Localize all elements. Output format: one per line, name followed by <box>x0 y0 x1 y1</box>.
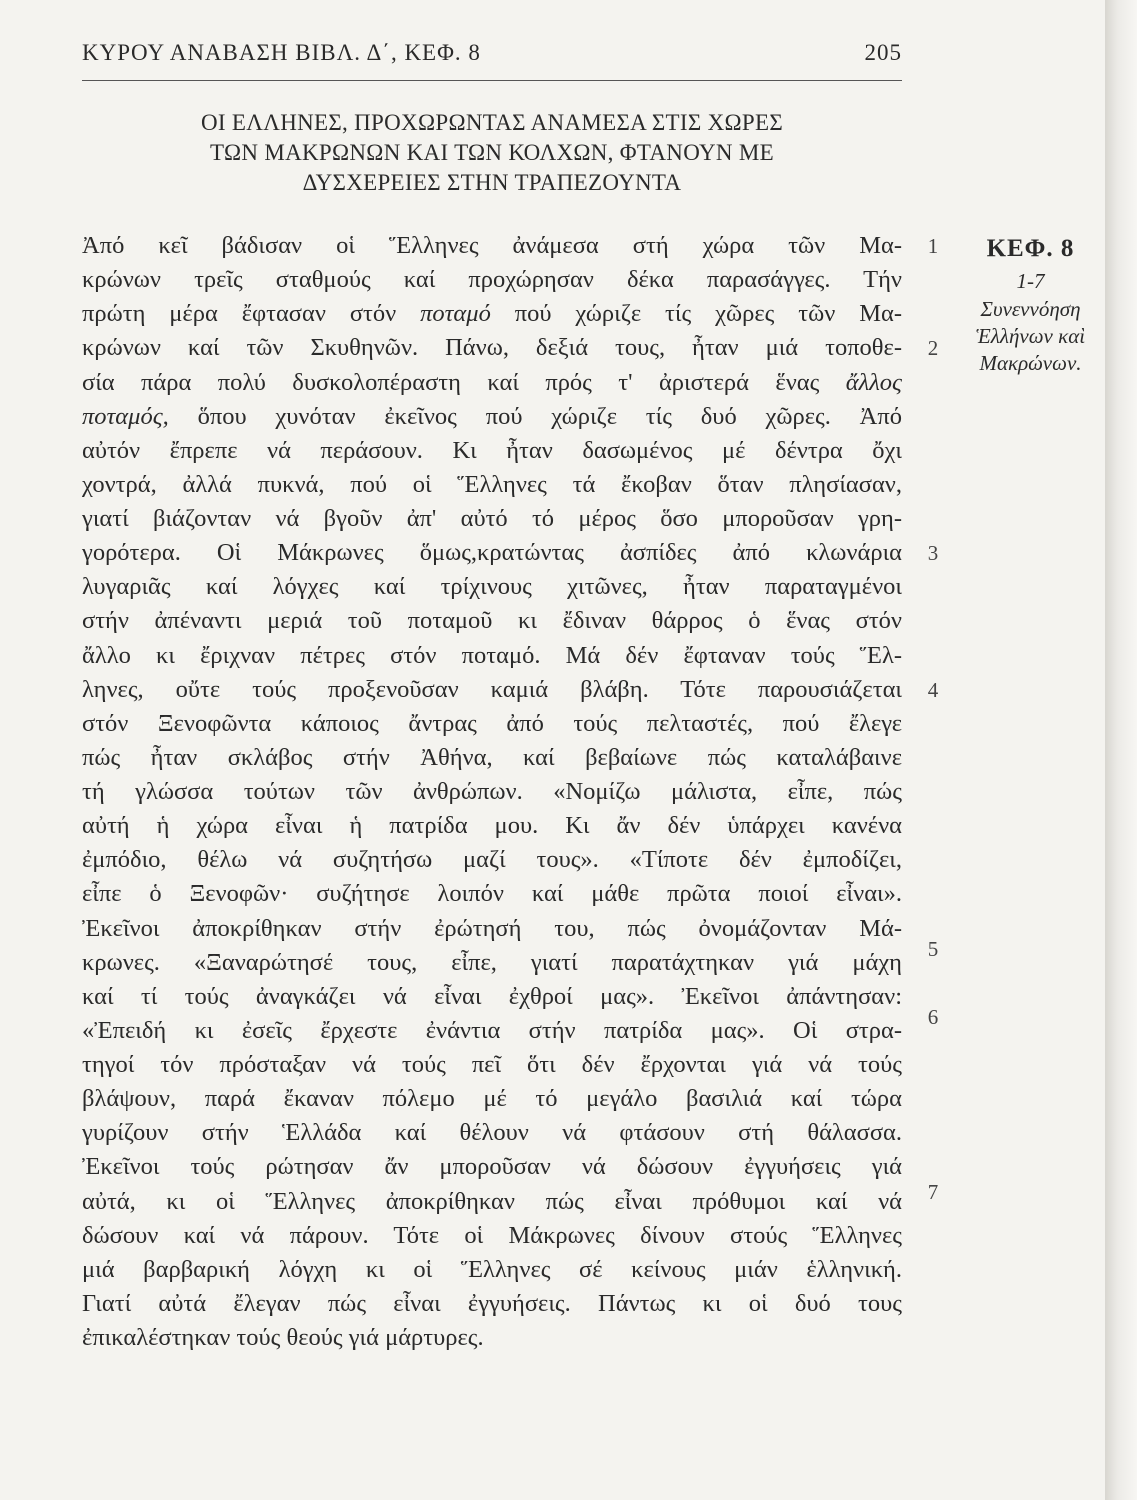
body-text <box>82 229 902 1355</box>
text-line: κρώνων τρεῖς σταθμούς καί προχώρησαν δέκα παρασάγγες. Τήν <box>82 266 902 294</box>
margin-summary-line: Μακρώνων. <box>979 351 1082 375</box>
text-line <box>82 366 902 400</box>
text-line: ληνες, οὔτε τούς προξενοῦσαν καμιά βλάβη. Τότε παρουσιάζεται <box>82 675 902 703</box>
text-line: αὐτά, κι οἱ Ἕλληνες ἀποκρίθηκαν πώς εἶναι πρόθυμοι καί νά <box>82 1187 902 1215</box>
text-line: πώς ἦταν σκλάβος στήν Ἀθήνα, καί βεβαίωνε πώς καταλάβαινε <box>82 743 902 771</box>
italic-term: ἄλλος <box>845 368 902 396</box>
text-line: λυγαριᾶς καί λόγχες καί τρίχινους χιτῶνες, ἦταν παραταγμένοι <box>82 573 902 601</box>
text-line: Ἐκεῖνοι τούς ρώτησαν ἄν μποροῦσαν νά δώσουν ἐγγυήσεις γιά <box>82 1153 902 1181</box>
section-title-line: ΔΥΣΧΕΡΕΙΕΣ ΣΤΗΝ ΤΡΑΠΕΖΟΥΝΤΑ <box>302 170 682 195</box>
text-line: ἄλλο κι ἔριχναν πέτρες στόν ποταμό. Μά δέν ἔφταναν τούς Ἕλ- <box>82 641 902 669</box>
section-title-line: ΟΙ ΕΛΛΗΝΕΣ, ΠΡΟΧΩΡΩΝΤΑΣ ΑΝΑΜΕΣΑ ΣΤΙΣ ΧΩΡΕΣ <box>200 110 784 135</box>
text-line: μιά βαρβαρική λόγχη κι οἱ Ἕλληνες σέ κείνους μιάν ἑλληνική. <box>82 1255 902 1283</box>
margin-chapter-label: ΚΕΦ. 8 <box>986 235 1075 262</box>
text-line: Ἐκεῖνοι ἀποκρίθηκαν στήν ἐρώτησή του, πώς ὀνομάζονταν Μά- <box>82 914 902 942</box>
text-span: ὅπου χυνόταν ἐκεῖνος πού χώριζε τίς δυό χῶρες. Ἀπό <box>168 402 902 430</box>
margin-range: 1-7 <box>1016 269 1045 293</box>
text-line: ἐπικαλέστηκαν τούς θεούς γιά μάρτυρες. <box>82 1324 484 1351</box>
text-line: αὐτή ἡ χώρα εἶναι ἡ πατρίδα μου. Κι ἄν δέν ὑπάρχει κανένα <box>82 812 902 840</box>
paragraph-number: 3 <box>927 541 939 565</box>
text-line: γιατί βιάζονταν νά βγοῦν ἀπ' αὐτό τό μέρος ὅσο μποροῦσαν γρη- <box>82 505 902 532</box>
italic-term: ποταμός, <box>82 402 169 430</box>
margin-note <box>958 232 1103 377</box>
text-line: καί τί τούς ἀναγκάζει νά εἶναι ἐχθροί μας». Ἐκεῖνοι ἀπάντησαν: <box>82 982 902 1010</box>
text-line: εἶπε ὁ Ξενοφῶν· συζήτησε λοιπόν καί μάθε πρῶτα ποιοί εἶναι». <box>82 880 902 908</box>
text-span: σία πάρα πολύ δυσκολοπέραστη καί πρός τ' ἀριστερά ἕνας <box>82 368 846 396</box>
section-title-line: ΤΩΝ ΜΑΚΡΩΝΩΝ ΚΑΙ ΤΩΝ ΚΟΛΧΩΝ, ΦΤΑΝΟΥΝ ΜΕ <box>210 140 774 165</box>
paragraph-number: 4 <box>927 678 939 702</box>
text-line: «Ἐπειδή κι ἐσεῖς ἔρχεστε ἐνάντια στήν πατρίδα μας». Οἱ στρα- <box>82 1016 902 1044</box>
section-title <box>82 108 902 198</box>
paragraph-number: 2 <box>927 336 939 360</box>
text-line: στήν ἀπέναντι μεριά τοῦ ποταμοῦ κι ἔδιναν θάρρος ὁ ἕνας στόν <box>82 607 902 635</box>
text-line: κρωνες. «Ξαναρώτησέ τους, εἶπε, γιατί παρατάχτηκαν γιά μάχη <box>82 948 902 976</box>
header-rule <box>82 80 902 81</box>
margin-summary-line: Συνεννόηση <box>980 297 1081 321</box>
text-line: δώσουν καί νά πάρουν. Τότε οἱ Μάκρωνες δίνουν στούς Ἕλληνες <box>82 1221 902 1249</box>
text-line: στόν Ξενοφῶντα κάποιος ἄντρας ἀπό τούς πελταστές, πού ἔλεγε <box>82 709 902 737</box>
running-head-title: ΚΥΡΟΥ ΑΝΑΒΑΣΗ ΒΙΒΛ. Δ΄, ΚΕΦ. 8 <box>82 40 481 65</box>
page-edge <box>1105 0 1137 1500</box>
text-line: τηγοί τόν πρόσταξαν νά τούς πεῖ ὅτι δέν ἔρχονται γιά νά τούς <box>82 1051 902 1078</box>
text-line: κρώνων καί τῶν Σκυθηνῶν. Πάνω, δεξιά τους, ἦταν μιά τοποθε- <box>82 334 902 362</box>
paragraph-number: 5 <box>927 937 939 961</box>
paragraph-number: 7 <box>927 1180 939 1204</box>
text-line: αὐτόν ἔπρεπε νά περάσουν. Κι ἦταν δασωμένος μέ δέντρα ὄχι <box>82 436 902 464</box>
paragraph-number: 1 <box>927 234 939 258</box>
text-line: Ἀπό κεῖ βάδισαν οἱ Ἕλληνες ἀνάμεσα στή χώρα τῶν Μα- <box>82 232 902 259</box>
text-line: βλάψουν, παρά ἔκαναν πόλεμο μέ τό μεγάλο βασιλιά καί τώρα <box>82 1085 902 1113</box>
running-head <box>82 40 902 76</box>
text-line: χοντρά, ἀλλά πυκνά, πού οἱ Ἕλληνες τά ἔκοβαν ὅταν πλησίασαν, <box>82 470 902 498</box>
text-line: γυρίζουν στήν Ἑλλάδα καί θέλουν νά φτάσουν στή θάλασσα. <box>82 1119 902 1147</box>
text-line: γορότερα. Οἱ Μάκρωνες ὅμως,κρατώντας ἀσπίδες ἀπό κλωνάρια <box>82 539 902 567</box>
text-line <box>82 297 902 331</box>
text-span: πού χώριζε τίς χῶρες τῶν Μα- <box>490 300 902 328</box>
italic-term: ποταμό <box>420 300 491 328</box>
text-line: ἐμπόδιο, θέλω νά συζητήσω μαζί τους». «Τίποτε δέν ἐμποδίζει, <box>82 846 902 874</box>
text-line: τή γλώσσα τούτων τῶν ἀνθρώπων. «Νομίζω μάλιστα, εἶπε, πώς <box>82 778 902 805</box>
paragraph-number: 6 <box>927 1005 939 1029</box>
text-line <box>82 400 902 434</box>
text-span: πρώτη μέρα ἔφτασαν στόν <box>82 300 421 328</box>
page-number: 205 <box>864 40 902 65</box>
margin-summary-line: Ἑλλήνων καὶ <box>975 324 1086 348</box>
text-line: Γιατί αὐτά ἔλεγαν πώς εἶναι ἐγγυήσεις. Πάντως κι οἱ δυό τους <box>82 1289 902 1317</box>
